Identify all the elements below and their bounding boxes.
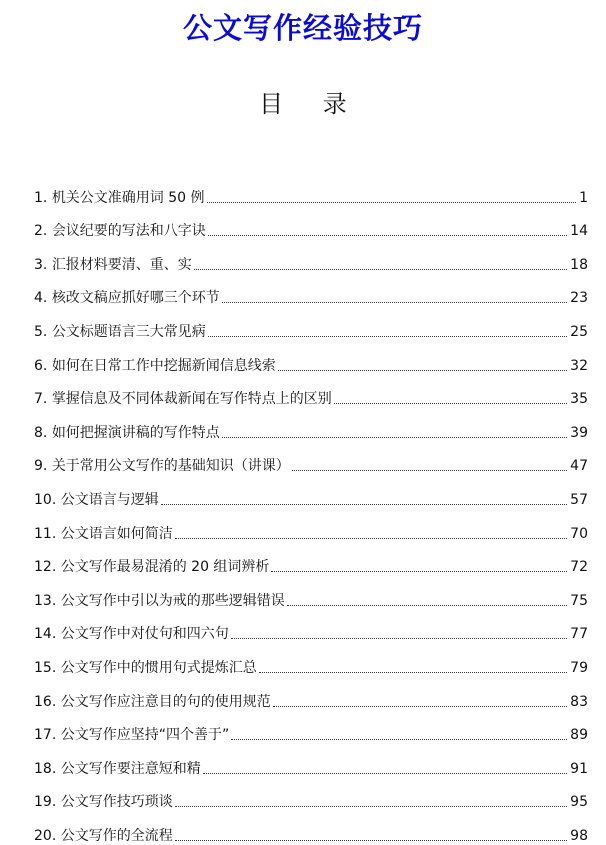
- toc-entry[interactable]: [34, 274, 588, 308]
- toc-entry-page[interactable]: 83: [570, 693, 588, 710]
- toc-entry-title[interactable]: 会议纪要的写法和八字诀: [51, 223, 206, 240]
- toc-entry[interactable]: [34, 475, 588, 509]
- toc-dot-leader: [194, 269, 567, 270]
- toc-entry[interactable]: [34, 509, 588, 543]
- toc-entry-number: 18.: [34, 760, 61, 777]
- toc-entry[interactable]: [34, 610, 588, 644]
- toc-entry-page[interactable]: 98: [570, 827, 588, 844]
- toc-entry-title[interactable]: 核改文稿应抓好哪三个环节: [51, 290, 220, 307]
- toc-entry-page[interactable]: 47: [570, 458, 588, 475]
- toc-dot-leader: [292, 470, 567, 471]
- toc-entry-title[interactable]: 公文写作要注意短和精: [60, 760, 201, 777]
- toc-dot-leader: [208, 336, 567, 337]
- toc-entry-number: 7.: [34, 391, 52, 408]
- toc-dot-leader: [222, 437, 567, 438]
- document-title: 公文写作经验技巧: [182, 11, 423, 45]
- toc-entry[interactable]: [34, 408, 588, 442]
- toc-entry[interactable]: [34, 307, 588, 341]
- toc-entry[interactable]: [34, 711, 588, 745]
- toc-entry-number: 19.: [34, 794, 61, 811]
- toc-dot-leader: [259, 672, 567, 673]
- toc-dot-leader: [208, 235, 567, 236]
- toc-entry-number: 20.: [34, 827, 61, 844]
- toc-entry-title[interactable]: 掌握信息及不同体裁新闻在写作特点上的区别: [51, 391, 332, 408]
- toc-entry-title[interactable]: 汇报材料要清、重、实: [51, 256, 192, 273]
- toc-entry-page[interactable]: 23: [570, 290, 588, 307]
- toc-entry-number: 1.: [34, 189, 52, 206]
- toc-entry-title[interactable]: 公文标题语言三大常见病: [51, 323, 206, 340]
- toc-entry-page[interactable]: 18: [570, 256, 588, 273]
- toc-entry-page[interactable]: 75: [570, 592, 588, 609]
- toc-entry[interactable]: [34, 744, 588, 778]
- toc-entry-page[interactable]: 70: [570, 525, 588, 542]
- toc-dot-leader: [271, 571, 567, 572]
- toc-entry-title[interactable]: 公文语言如何简洁: [60, 525, 173, 542]
- toc-entry-page[interactable]: 57: [570, 491, 588, 508]
- toc-entry-page[interactable]: 79: [570, 659, 588, 676]
- toc-entry-title[interactable]: 关于常用公文写作的基础知识（讲课）: [51, 458, 290, 475]
- toc-entry-number: 3.: [34, 256, 52, 273]
- toc-entry-title[interactable]: 公文写作的全流程: [60, 827, 173, 844]
- toc-entry-number: 5.: [34, 323, 52, 340]
- toc-entry-number: 13.: [34, 592, 61, 609]
- toc-entry-title[interactable]: 公文写作中对仗句和四六句: [60, 626, 229, 643]
- toc-entry-page[interactable]: 1: [579, 189, 588, 206]
- toc-entry-page[interactable]: 72: [570, 559, 588, 576]
- toc-dot-leader: [175, 806, 567, 807]
- toc-entry-page[interactable]: 14: [570, 223, 588, 240]
- toc-entry-number: 9.: [34, 458, 52, 475]
- toc-entry[interactable]: [34, 442, 588, 476]
- toc-entry[interactable]: [34, 643, 588, 677]
- toc-entry-number: 15.: [34, 659, 61, 676]
- toc-dot-leader: [231, 638, 567, 639]
- toc-dot-leader: [334, 403, 567, 404]
- toc-entry-title[interactable]: 公文写作中引以为戒的那些逻辑错误: [60, 592, 285, 609]
- toc-entry-number: 2.: [34, 223, 52, 240]
- toc-entry-number: 12.: [34, 559, 61, 576]
- toc-entry-page[interactable]: 35: [570, 391, 588, 408]
- toc-entry-title[interactable]: 如何把握演讲稿的写作特点: [51, 424, 220, 441]
- toc-entry-number: 4.: [34, 290, 52, 307]
- toc-entry-title[interactable]: 如何在日常工作中挖掘新闻信息线索: [51, 357, 276, 374]
- toc-entry-number: 14.: [34, 626, 61, 643]
- toc-dot-leader: [222, 302, 567, 303]
- toc-dot-leader: [203, 773, 567, 774]
- toc-entry-title[interactable]: 公文写作中的惯用句式提炼汇总: [60, 659, 257, 676]
- toc-entry-number: 8.: [34, 424, 52, 441]
- toc-entry-title[interactable]: 公文写作最易混淆的 20 组词辨析: [60, 559, 270, 576]
- toc-entry[interactable]: [34, 341, 588, 375]
- toc-entry[interactable]: [34, 576, 588, 610]
- table-of-contents: [34, 173, 588, 845]
- toc-entry-title[interactable]: 公文写作技巧琐谈: [60, 794, 173, 811]
- toc-entry[interactable]: [34, 207, 588, 241]
- toc-dot-leader: [175, 538, 567, 539]
- toc-dot-leader: [273, 706, 567, 707]
- toc-entry-page[interactable]: 39: [570, 424, 588, 441]
- toc-entry-title[interactable]: 公文写作应坚持“四个善于”: [60, 727, 230, 744]
- toc-entry[interactable]: [34, 240, 588, 274]
- toc-dot-leader: [278, 370, 567, 371]
- toc-entry-page[interactable]: 25: [570, 323, 588, 340]
- toc-entry-title[interactable]: 机关公文准确用词 50 例: [51, 189, 205, 206]
- toc-entry[interactable]: [34, 173, 588, 207]
- toc-entry-number: 10.: [34, 491, 61, 508]
- toc-entry[interactable]: [34, 677, 588, 711]
- toc-entry-number: 17.: [34, 727, 61, 744]
- toc-entry[interactable]: [34, 778, 588, 812]
- toc-entry-number: 16.: [34, 693, 61, 710]
- toc-entry-page[interactable]: 95: [570, 794, 588, 811]
- toc-dot-leader: [287, 605, 567, 606]
- toc-entry-number: 11.: [34, 525, 61, 542]
- toc-entry-page[interactable]: 77: [570, 626, 588, 643]
- toc-entry-title[interactable]: 公文语言与逻辑: [60, 491, 159, 508]
- toc-dot-leader: [231, 739, 567, 740]
- toc-entry-title[interactable]: 公文写作应注意目的句的使用规范: [60, 693, 271, 710]
- toc-heading: 目 录: [259, 90, 363, 118]
- toc-entry[interactable]: [34, 543, 588, 577]
- toc-entry-number: 6.: [34, 357, 52, 374]
- toc-entry-page[interactable]: 91: [570, 760, 588, 777]
- toc-entry[interactable]: [34, 811, 588, 845]
- toc-entry-page[interactable]: 32: [570, 357, 588, 374]
- toc-entry-page[interactable]: 89: [570, 727, 588, 744]
- toc-entry[interactable]: [34, 375, 588, 409]
- toc-dot-leader: [161, 504, 567, 505]
- toc-dot-leader: [207, 202, 577, 203]
